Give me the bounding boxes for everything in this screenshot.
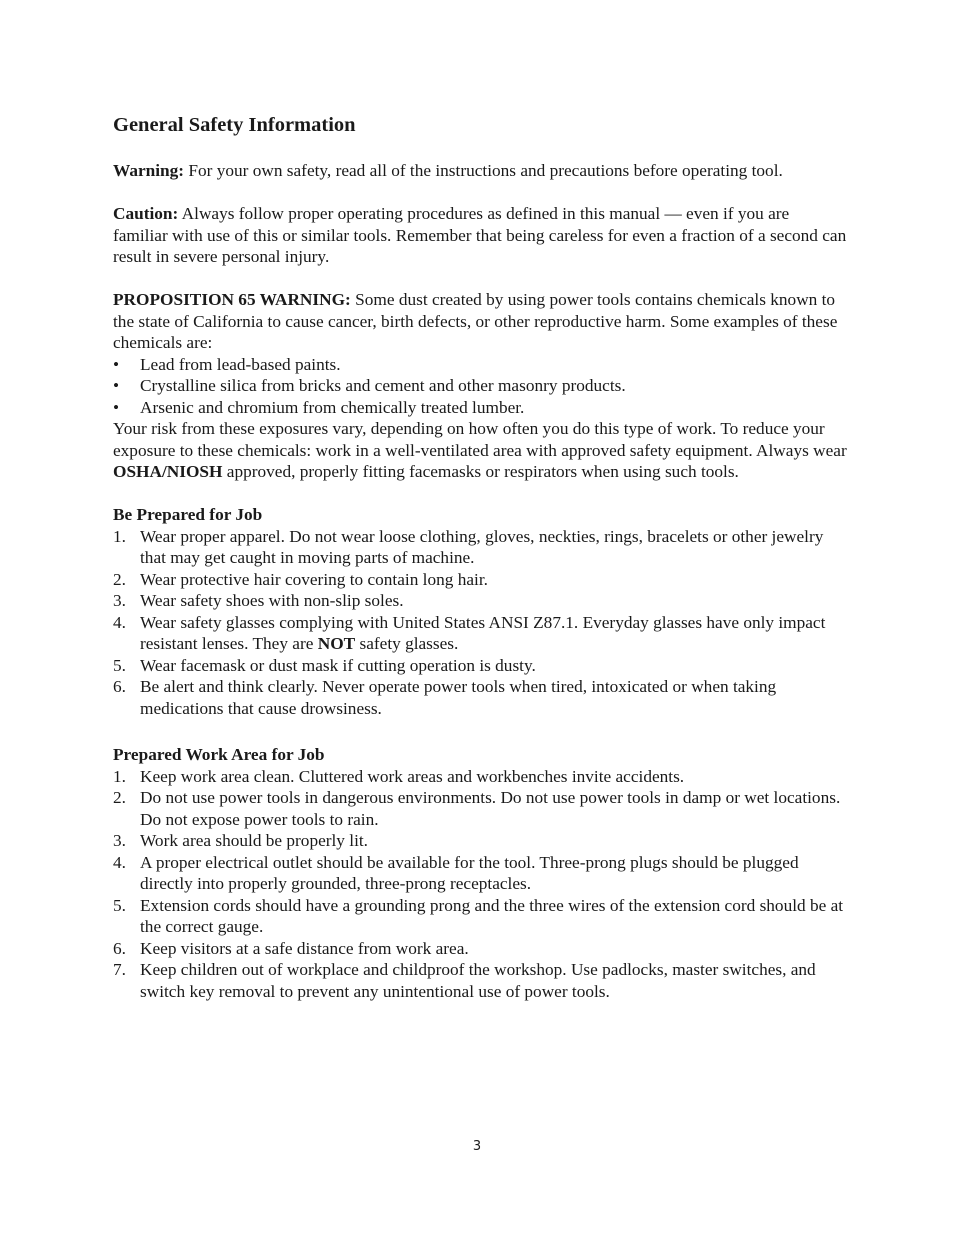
list-item: 1. Keep work area clean. Cluttered work areas and workbenches invite accidents. [113, 766, 685, 786]
list-item: • Lead from lead-based paints. [113, 354, 341, 374]
page-title: General Safety Information [113, 114, 356, 136]
warning-text: For your own safety, read all of the instructions and precautions before operating tool. [184, 161, 783, 180]
prop65-label: PROPOSITION 65 WARNING: [113, 290, 351, 309]
list-item: 6. Be alert and think clearly. Never operate power tools when tired, intoxicated or when taking medications that cause drowsiness. [113, 677, 777, 718]
list-item: 3. Work area should be properly lit. [113, 831, 368, 850]
list-item: 5. Wear facemask or dust mask if cutting operation is dusty. [113, 655, 536, 675]
list-item: 6. Keep visitors at a safe distance from work area. [113, 938, 469, 958]
list-item: 3. Wear safety shoes with non-slip soles. [113, 591, 404, 610]
list-item: 4. A proper electrical outlet should be available for the tool. Three-prong plugs should be plugged directly into properly grounded, three-prong receptacles. [113, 852, 799, 893]
prepared-for-job-list [113, 526, 848, 720]
list-item: 2. Wear protective hair covering to contain long hair. [113, 569, 488, 589]
page-content [113, 112, 848, 1002]
not-emphasis: NOT [317, 634, 356, 653]
chemical-examples-list [113, 354, 848, 419]
list-item: 4. Wear safety glasses complying with United States ANSI Z87.1. Everyday glasses have only impact resistant lenses. They are NOT safety glasses. [113, 612, 826, 653]
list-item: 5. Extension cords should have a grounding prong and the three wires of the extension cord should be at the correct gauge. [113, 895, 844, 936]
warning-label: Warning: [113, 161, 185, 180]
prop65-text: Some dust created by using power tools contains chemicals known to the state of California to cause cancer, birth defects, or other reproductive harm. Some examples of these chemicals are: [113, 290, 838, 352]
section-heading-prepared-for-job: Be Prepared for Job [113, 505, 263, 524]
list-item: • Crystalline silica from bricks and cement and other masonry products. [113, 376, 626, 395]
prop65-paragraph [113, 289, 848, 354]
bullet-icon: • [113, 397, 120, 417]
caution-label: Caution: [113, 204, 179, 223]
section-heading-work-area: Prepared Work Area for Job [113, 745, 325, 764]
list-item: • Arsenic and chromium from chemically treated lumber. [113, 397, 525, 417]
list-item: 2. Do not use power tools in dangerous environments. Do not use power tools in damp or wet locations. Do not expose power tools to rain. [113, 788, 841, 829]
bullet-icon: • [113, 376, 120, 395]
osha-niosh-label: OSHA/NIOSH [113, 462, 223, 481]
bullet-icon: • [113, 354, 120, 374]
caution-paragraph [113, 203, 848, 268]
list-item: 7. Keep children out of workplace and childproof the workshop. Use padlocks, master switches, and switch key removal to prevent any unintentional use of power tools. [113, 960, 816, 1001]
work-area-list [113, 766, 848, 1003]
caution-text: Always follow proper operating procedures as defined in this manual — even if you are familiar with use of this or similar tools. Remember that being careless for even a fraction of a second can result in severe personal injury. [113, 204, 847, 266]
list-item: 1. Wear proper apparel. Do not wear loose clothing, gloves, neckties, rings, bracelets or other jewelry that may get caught in moving parts of machine. [113, 526, 824, 567]
exposure-risk-paragraph: Your risk from these exposures vary, depending on how often you do this type of work. To reduce your exposure to these chemicals: work in a well-ventilated area with approved safety equipment. Always wear OSHA/NIOSH approved, properly fitting facemasks or respirators when using such tools. [113, 419, 847, 481]
page-number: 3 [472, 1139, 482, 1154]
warning-paragraph [113, 160, 848, 182]
